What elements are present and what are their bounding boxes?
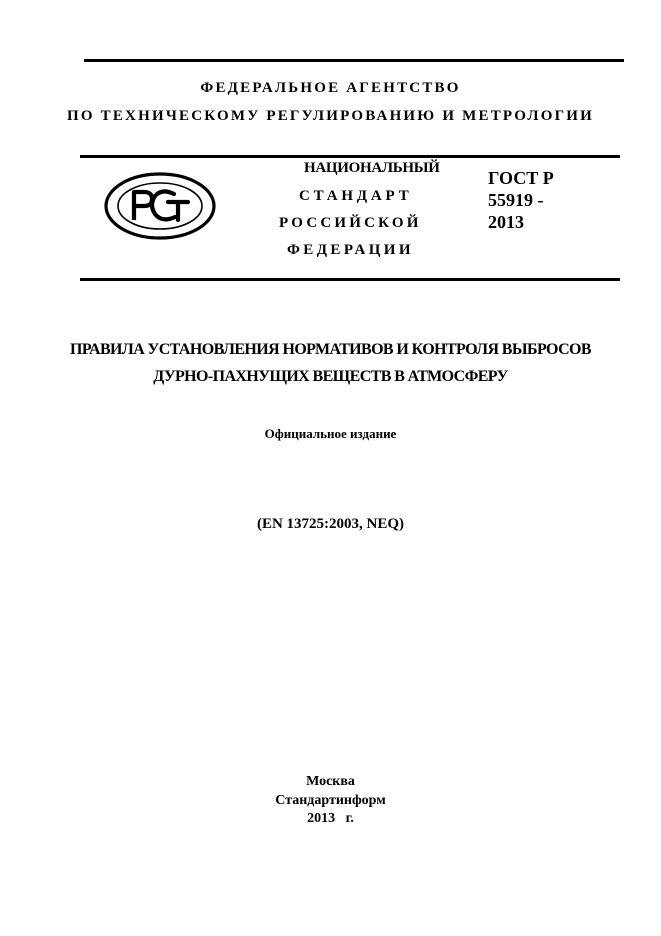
rst-logo-icon (104, 172, 216, 240)
agency-name-line1: ФЕДЕРАЛЬНОЕ АГЕНТСТВО (200, 80, 461, 96)
top-rule (84, 59, 624, 62)
imprint-publisher: Стандартинформ (275, 793, 386, 808)
standard-block-top-rule (80, 155, 620, 158)
imprint-year: 2013 г. (307, 811, 354, 826)
official-edition-label: Официальное издание (264, 426, 397, 441)
agency-name-line2: ПО ТЕХНИЧЕСКОМУ РЕГУЛИРОВАНИЮ И МЕТРОЛОГИИ (66, 108, 595, 124)
standard-type-line4: ФЕДЕРАЦИИ (287, 242, 414, 258)
gost-designation-line1: ГОСТ Р (488, 168, 554, 188)
gost-designation-line3: 2013 (488, 212, 524, 232)
standard-block-bottom-rule (80, 278, 620, 281)
standard-type-line3: РОССИЙСКОЙ (279, 215, 422, 231)
en-reference: (EN 13725:2003, NEQ) (256, 516, 405, 532)
document-title-line2: ДУРНО-ПАХНУЩИХ ВЕЩЕСТВ В АТМОСФЕРУ (153, 368, 508, 385)
standard-type-line2: СТАНДАРТ (299, 188, 413, 204)
gost-designation-line2: 55919 - (488, 190, 544, 210)
document-title-line1: ПРАВИЛА УСТАНОВЛЕНИЯ НОРМАТИВОВ И КОНТРОЛЯ ВЫБРОСОВ (70, 341, 591, 358)
standard-type-line1: НАЦИОНАЛЬНЫЙ (304, 160, 440, 176)
imprint-city: Москва (306, 774, 355, 789)
